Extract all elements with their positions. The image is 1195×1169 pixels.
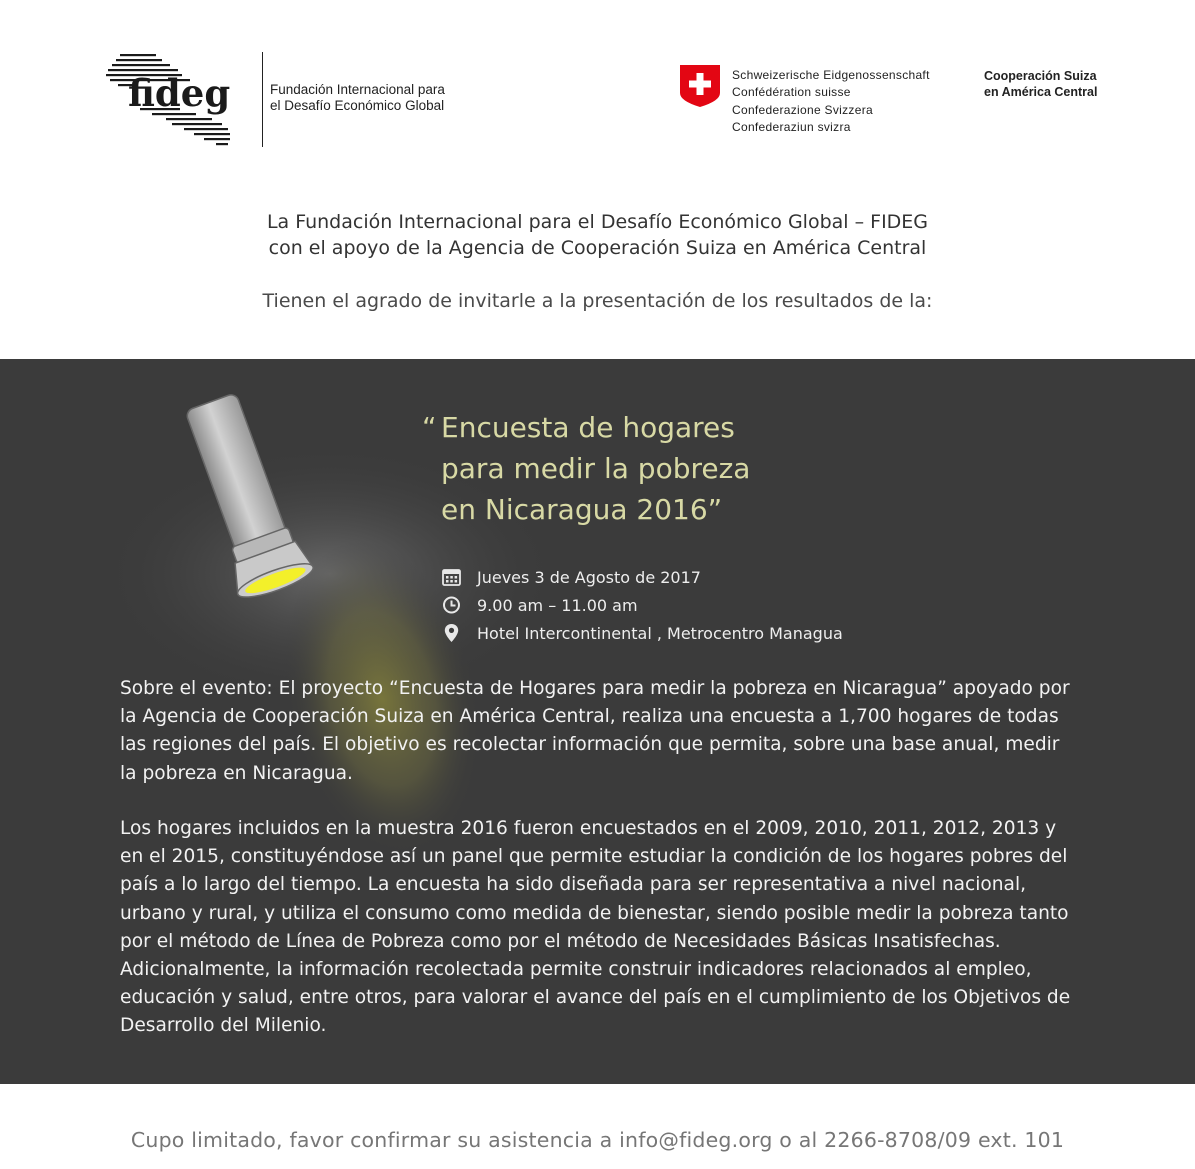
fideg-name-line: el Desafío Económico Global bbox=[270, 98, 445, 113]
event-title-text: Encuesta de hogares bbox=[441, 411, 735, 444]
swiss-name-line: Confédération suisse bbox=[732, 85, 851, 100]
event-title bbox=[422, 407, 750, 530]
event-date-text: Jueves 3 de Agosto de 2017 bbox=[477, 567, 701, 587]
event-location-text: Hotel Intercontinental , Metrocentro Managua bbox=[477, 623, 843, 643]
fideg-name bbox=[270, 82, 445, 114]
swiss-name-line: Schweizerische Eidgenossenschaft bbox=[732, 68, 930, 82]
rsvp-footer: Cupo limitado, favor confirmar su asistencia a info@fideg.org o al 2266-8708/09 ext. 101 bbox=[130, 1128, 1065, 1152]
event-title-line: en Nicaragua 2016” bbox=[441, 493, 723, 526]
event-time bbox=[441, 591, 843, 619]
swiss-name-line: Confederazione Svizzera bbox=[732, 102, 873, 117]
calendar-icon bbox=[441, 567, 463, 587]
map-pin-icon bbox=[441, 623, 463, 643]
logo-divider bbox=[262, 52, 263, 147]
swiss-confederation-names bbox=[732, 67, 930, 136]
open-quote: “ bbox=[422, 411, 437, 444]
clock-icon bbox=[441, 595, 463, 615]
fideg-logo bbox=[106, 48, 256, 148]
event-location bbox=[441, 619, 843, 647]
fideg-logo-wordmark: fideg bbox=[128, 71, 231, 115]
fideg-name-line: Fundación Internacional para bbox=[270, 82, 445, 97]
event-panel bbox=[0, 359, 1195, 1084]
swiss-cross-icon bbox=[680, 65, 720, 107]
intro-text bbox=[0, 209, 1195, 261]
intro-line: con el apoyo de la Agencia de Cooperación Suiza en América Central bbox=[268, 237, 927, 259]
header bbox=[0, 0, 1195, 170]
cooperation-name-line: Cooperación Suiza bbox=[984, 69, 1097, 83]
intro-line: La Fundación Internacional para el Desafío Económico Global – FIDEG bbox=[266, 211, 929, 233]
invitation-text: Tienen el agrado de invitarle a la presentación de los resultados de la: bbox=[262, 290, 933, 312]
event-time-text: 9.00 am – 11.00 am bbox=[477, 595, 638, 615]
event-title-line bbox=[422, 407, 750, 448]
event-details bbox=[441, 563, 843, 647]
cooperation-name bbox=[984, 68, 1097, 100]
description-paragraph: Los hogares incluidos en la muestra 2016 fueron encuestados en el 2009, 2010, 2011, 2012, 2013 y en el 2015, constituyéndose así un panel que permite estudiar la condición de los hogares pobres del país a lo largo del tiempo. La encuesta ha sido diseñada para ser representativa a nivel nacional, urbano y rural, y utiliza el consumo como medida de bienestar, siendo posible medir la pobreza tanto por el método de Línea de Pobreza como por el método de Necesidades Básicas Insatisfechas. Adicionalmente, la información recolectada permite construir indicadores relacionados al empleo, educación y salud, entre otros, para valorar el avance del país en el cumplimiento de los Objetivos de Desarrollo del Milenio. bbox=[120, 818, 1071, 1037]
description-paragraph: Sobre el evento: El proyecto “Encuesta de Hogares para medir la pobreza en Nicaragua” apoyado por la Agencia de Cooperación Suiza en América Central, realiza una encuesta a 1,700 hogares de todas las regiones del país. El objetivo es recolectar información que permita, sobre una base anual, medir la pobreza en Nicaragua. bbox=[120, 678, 1070, 784]
swiss-name-line: Confederaziun svizra bbox=[732, 119, 851, 134]
event-date bbox=[441, 563, 843, 591]
cooperation-name-line: en América Central bbox=[984, 85, 1098, 99]
event-title-line: para medir la pobreza bbox=[441, 452, 751, 485]
